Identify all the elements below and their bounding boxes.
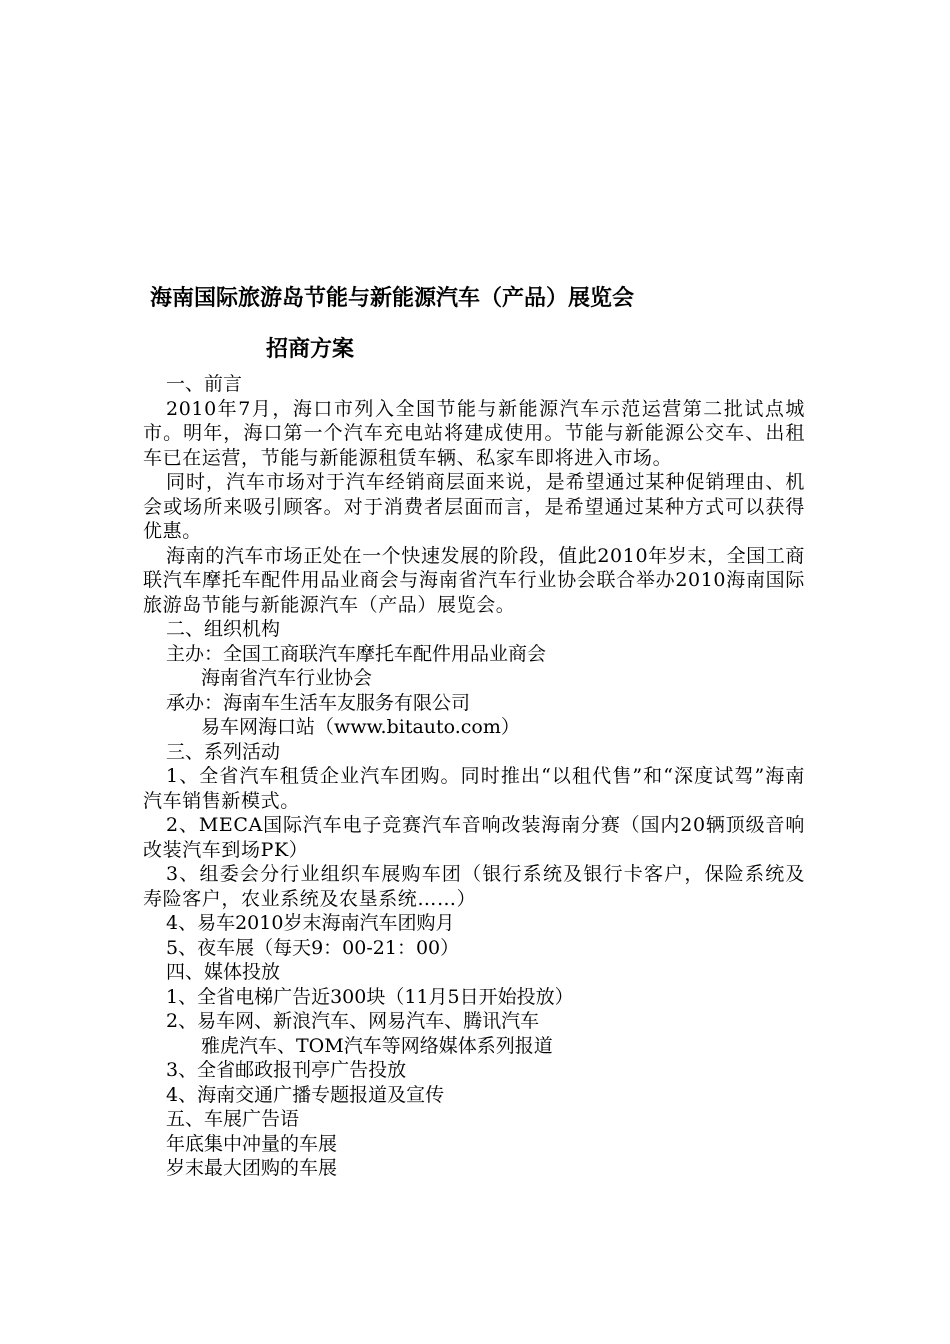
- section-heading-activities: 三、系列活动: [166, 740, 281, 763]
- slogan-item-1: 年底集中冲量的车展: [166, 1132, 338, 1155]
- preface-paragraph-1: 2010年7月，海口市列入全国节能与新能源汽车示范运营第二批试点城市。明年，海口第一个汽车充电站将建成使用。节能与新能源公交车、出租车已在运营，节能与新能源租赁车辆、私家车即将进入市场。: [143, 397, 805, 469]
- host-line: 主办：全国工商联汽车摩托车配件用品业商会: [166, 642, 547, 665]
- media-item-3: 3、全省邮政报刊亭广告投放: [166, 1059, 407, 1081]
- media-item-2: 2、易车网、新浪汽车、网易汽车、腾讯汽车: [166, 1010, 540, 1032]
- activity-item-4: 4、易车2010岁末海南汽车团购月: [166, 912, 455, 934]
- section-heading-organization: 二、组织机构: [166, 618, 281, 640]
- media-item-4: 4、海南交通广播专题报道及宣传: [166, 1083, 445, 1106]
- document-title: 海南国际旅游岛节能与新能源汽车（产品）展览会: [150, 286, 635, 311]
- media-item-1: 1、全省电梯广告近300块（11月5日开始投放）: [166, 985, 574, 1008]
- section-heading-media: 四、媒体投放: [166, 961, 281, 983]
- document-subtitle: 招商方案: [266, 337, 355, 362]
- activity-item-2: 2、MECA国际汽车电子竞赛汽车音响改装海南分赛（国内20辆顶级音响改装汽车到场PK）: [143, 814, 805, 861]
- activity-item-5: 5、夜车展（每天9：00-21：00）: [166, 936, 460, 959]
- media-item-2-continued: 雅虎汽车、TOM汽车等网络媒体系列报道: [201, 1034, 553, 1057]
- activity-item-1: 1、全省汽车租赁企业汽车团购。同时推出“以租代售”和“深度试驾”海南汽车销售新模式。: [143, 765, 805, 812]
- co-organizer-line: 易车网海口站（www.bitauto.com）: [201, 716, 520, 738]
- co-host-line: 海南省汽车行业协会: [201, 667, 373, 689]
- section-heading-preface: 一、前言: [166, 373, 243, 395]
- preface-paragraph-2: 同时，汽车市场对于汽车经销商层面来说，是希望通过某种促销理由、机会或场所来吸引顾客。对于消费者层面而言，是希望通过某种方式可以获得优惠。: [143, 471, 805, 542]
- slogan-item-2: 岁末最大团购的车展: [166, 1157, 338, 1179]
- organizer-line: 承办：海南车生活车友服务有限公司: [166, 691, 471, 714]
- section-heading-slogans: 五、车展广告语: [166, 1108, 300, 1130]
- preface-paragraph-3: 海南的汽车市场正处在一个快速发展的阶段，值此2010年岁末，全国工商联汽车摩托车配件用品业商会与海南省汽车行业协会联合举办2010海南国际旅游岛节能与新能源汽车（产品）展览会。: [143, 544, 805, 616]
- activity-item-3: 3、组委会分行业组织车展购车团（银行系统及银行卡客户，保险系统及寿险客户，农业系统及农垦系统……）: [143, 863, 805, 910]
- document-body: [143, 372, 805, 1181]
